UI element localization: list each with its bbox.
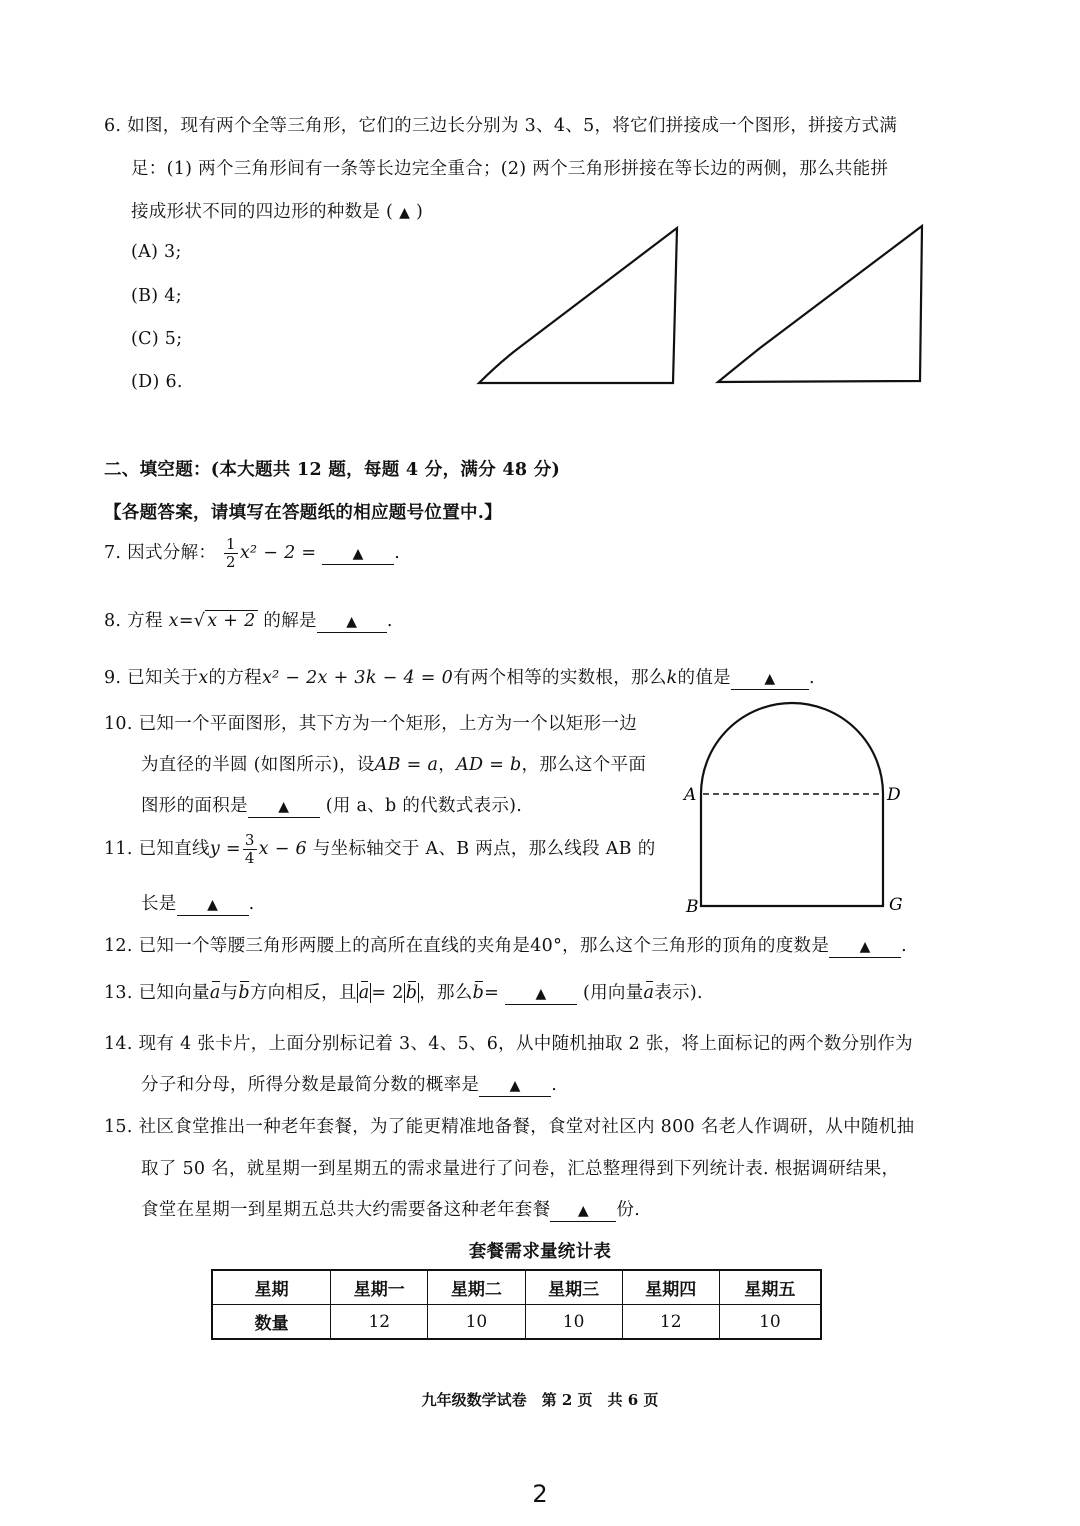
table-header-cell: 星期一 — [331, 1270, 428, 1305]
q10-line1: 10. 已知一个平面图形，其下方为一个矩形，上方为一个以矩形一边 — [104, 714, 638, 734]
table-row-label: 数量 — [212, 1305, 331, 1340]
q14-line2: 分子和分母，所得分数是最简分数的概率是 ▲ . — [141, 1075, 558, 1095]
section2-note: 【各题答案，请填写在答题纸的相应题号位置中.】 — [104, 503, 502, 523]
demand-table — [211, 1269, 822, 1340]
q11-line2: 长是 ▲ . — [141, 894, 255, 914]
vector-b: b — [238, 983, 250, 1003]
q6-option-d: (D) 6. — [131, 372, 183, 392]
table-header-cell: 星期三 — [525, 1270, 622, 1305]
q13: 13. 已知向量a与b方向相反，且 a = 2 b ，那么b= ▲ (用向量a表示). — [104, 983, 703, 1003]
q10-line2: 为直径的半圆 (如图所示)，设AB = a，AD = b，那么这个平面 — [141, 755, 647, 775]
q15-line1: 15. 社区食堂推出一种老年套餐，为了能更精准地备餐，食堂对社区内 800 名老人作调研，从中随机抽 — [104, 1117, 915, 1137]
q15-answer-blank: ▲ — [550, 1200, 616, 1222]
q14-line1: 14. 现有 4 张卡片，上面分别标记着 3、4、5、6，从中随机抽取 2 张，将上面标记的两个数分别作为 — [104, 1034, 913, 1054]
q8: 8. 方程 x=√ x + 2 的解是 ▲ . — [104, 611, 393, 631]
q10-rectangle — [701, 794, 883, 906]
q14-answer-blank: ▲ — [479, 1075, 551, 1097]
section2-header: 二、填空题：(本大题共 12 题，每题 4 分，满分 48 分) — [104, 460, 561, 480]
table-header-cell: 星期 — [212, 1270, 331, 1305]
q7-answer-blank: ▲ — [322, 543, 394, 565]
table-cell: 10 — [525, 1305, 622, 1340]
table-row — [212, 1305, 821, 1340]
page-footer: 九年级数学试卷 第 2 页 共 6 页 — [421, 1391, 659, 1409]
table-cell: 10 — [428, 1305, 525, 1340]
answer-triangle: ▲ — [399, 205, 411, 221]
q7: 7. 因式分解： $\frac{1}{2}$ x² − 2 = ▲ . — [104, 535, 401, 571]
q6-line1: 6. 如图，现有两个全等三角形，它们的三边长分别为 3、4、5，将它们拼接成一个图形，拼接方式满 — [104, 116, 898, 136]
q12-answer-blank: ▲ — [829, 936, 901, 958]
q9: 9. 已知关于x的方程x² − 2x + 3k − 4 = 0有两个相等的实数根，那么k的值是 ▲ . — [104, 668, 815, 688]
q9-answer-blank: ▲ — [731, 668, 809, 690]
q6-line3: 接成形状不同的四边形的种数是 ( ▲ ) — [131, 202, 424, 222]
q10-label-b: B — [686, 897, 699, 917]
q8-answer-blank: ▲ — [317, 611, 387, 633]
q6-option-c: (C) 5; — [131, 329, 183, 349]
vector-a: a — [209, 983, 221, 1003]
q6-option-b: (B) 4; — [131, 286, 182, 306]
q10-line3: 图形的面积是 ▲ (用 a、b 的代数式表示). — [141, 796, 523, 816]
q10-label-d: D — [887, 785, 901, 805]
table-header-row — [212, 1270, 821, 1305]
table-header-cell: 星期二 — [428, 1270, 525, 1305]
table-cell: 12 — [622, 1305, 719, 1340]
table-cell: 10 — [719, 1305, 821, 1340]
table-header-cell: 星期四 — [622, 1270, 719, 1305]
q15-line3: 食堂在星期一到星期五总共大约需要备这种老年套餐 ▲ 份. — [141, 1200, 641, 1220]
table-cell: 12 — [331, 1305, 428, 1340]
q13-answer-blank: ▲ — [505, 983, 577, 1005]
table-title: 套餐需求量统计表 — [468, 1242, 612, 1262]
page-number: 2 — [532, 1480, 548, 1508]
q6-line2: 足：(1) 两个三角形间有一条等长边完全重合；(2) 两个三角形拼接在等长边的两侧，那么共能拼 — [131, 159, 889, 179]
q11-line1: 11. 已知直线y = $\frac{3}{4}$ x − 6 与坐标轴交于 A、B 两点，那么线段 AB 的 — [104, 831, 656, 867]
q11-fraction: $\frac{3}{4}$ — [244, 831, 255, 867]
q6-option-a: (A) 3; — [131, 242, 182, 262]
q10-label-a: A — [684, 785, 697, 805]
table-header-cell: 星期五 — [719, 1270, 821, 1305]
q7-fraction: $\frac{1}{2}$ — [226, 535, 236, 571]
q12: 12. 已知一个等腰三角形两腰上的高所在直线的夹角是40°，那么这个三角形的顶角的度数是 ▲ . — [104, 936, 907, 956]
q11-answer-blank: ▲ — [177, 894, 249, 916]
q10-semicircle — [701, 703, 883, 794]
q15-line2: 取了 50 名，就星期一到星期五的需求量进行了问卷，汇总整理得到下列统计表. 根据调研结果， — [141, 1159, 900, 1179]
q10-answer-blank: ▲ — [248, 796, 320, 818]
q10-label-g: G — [889, 895, 903, 915]
